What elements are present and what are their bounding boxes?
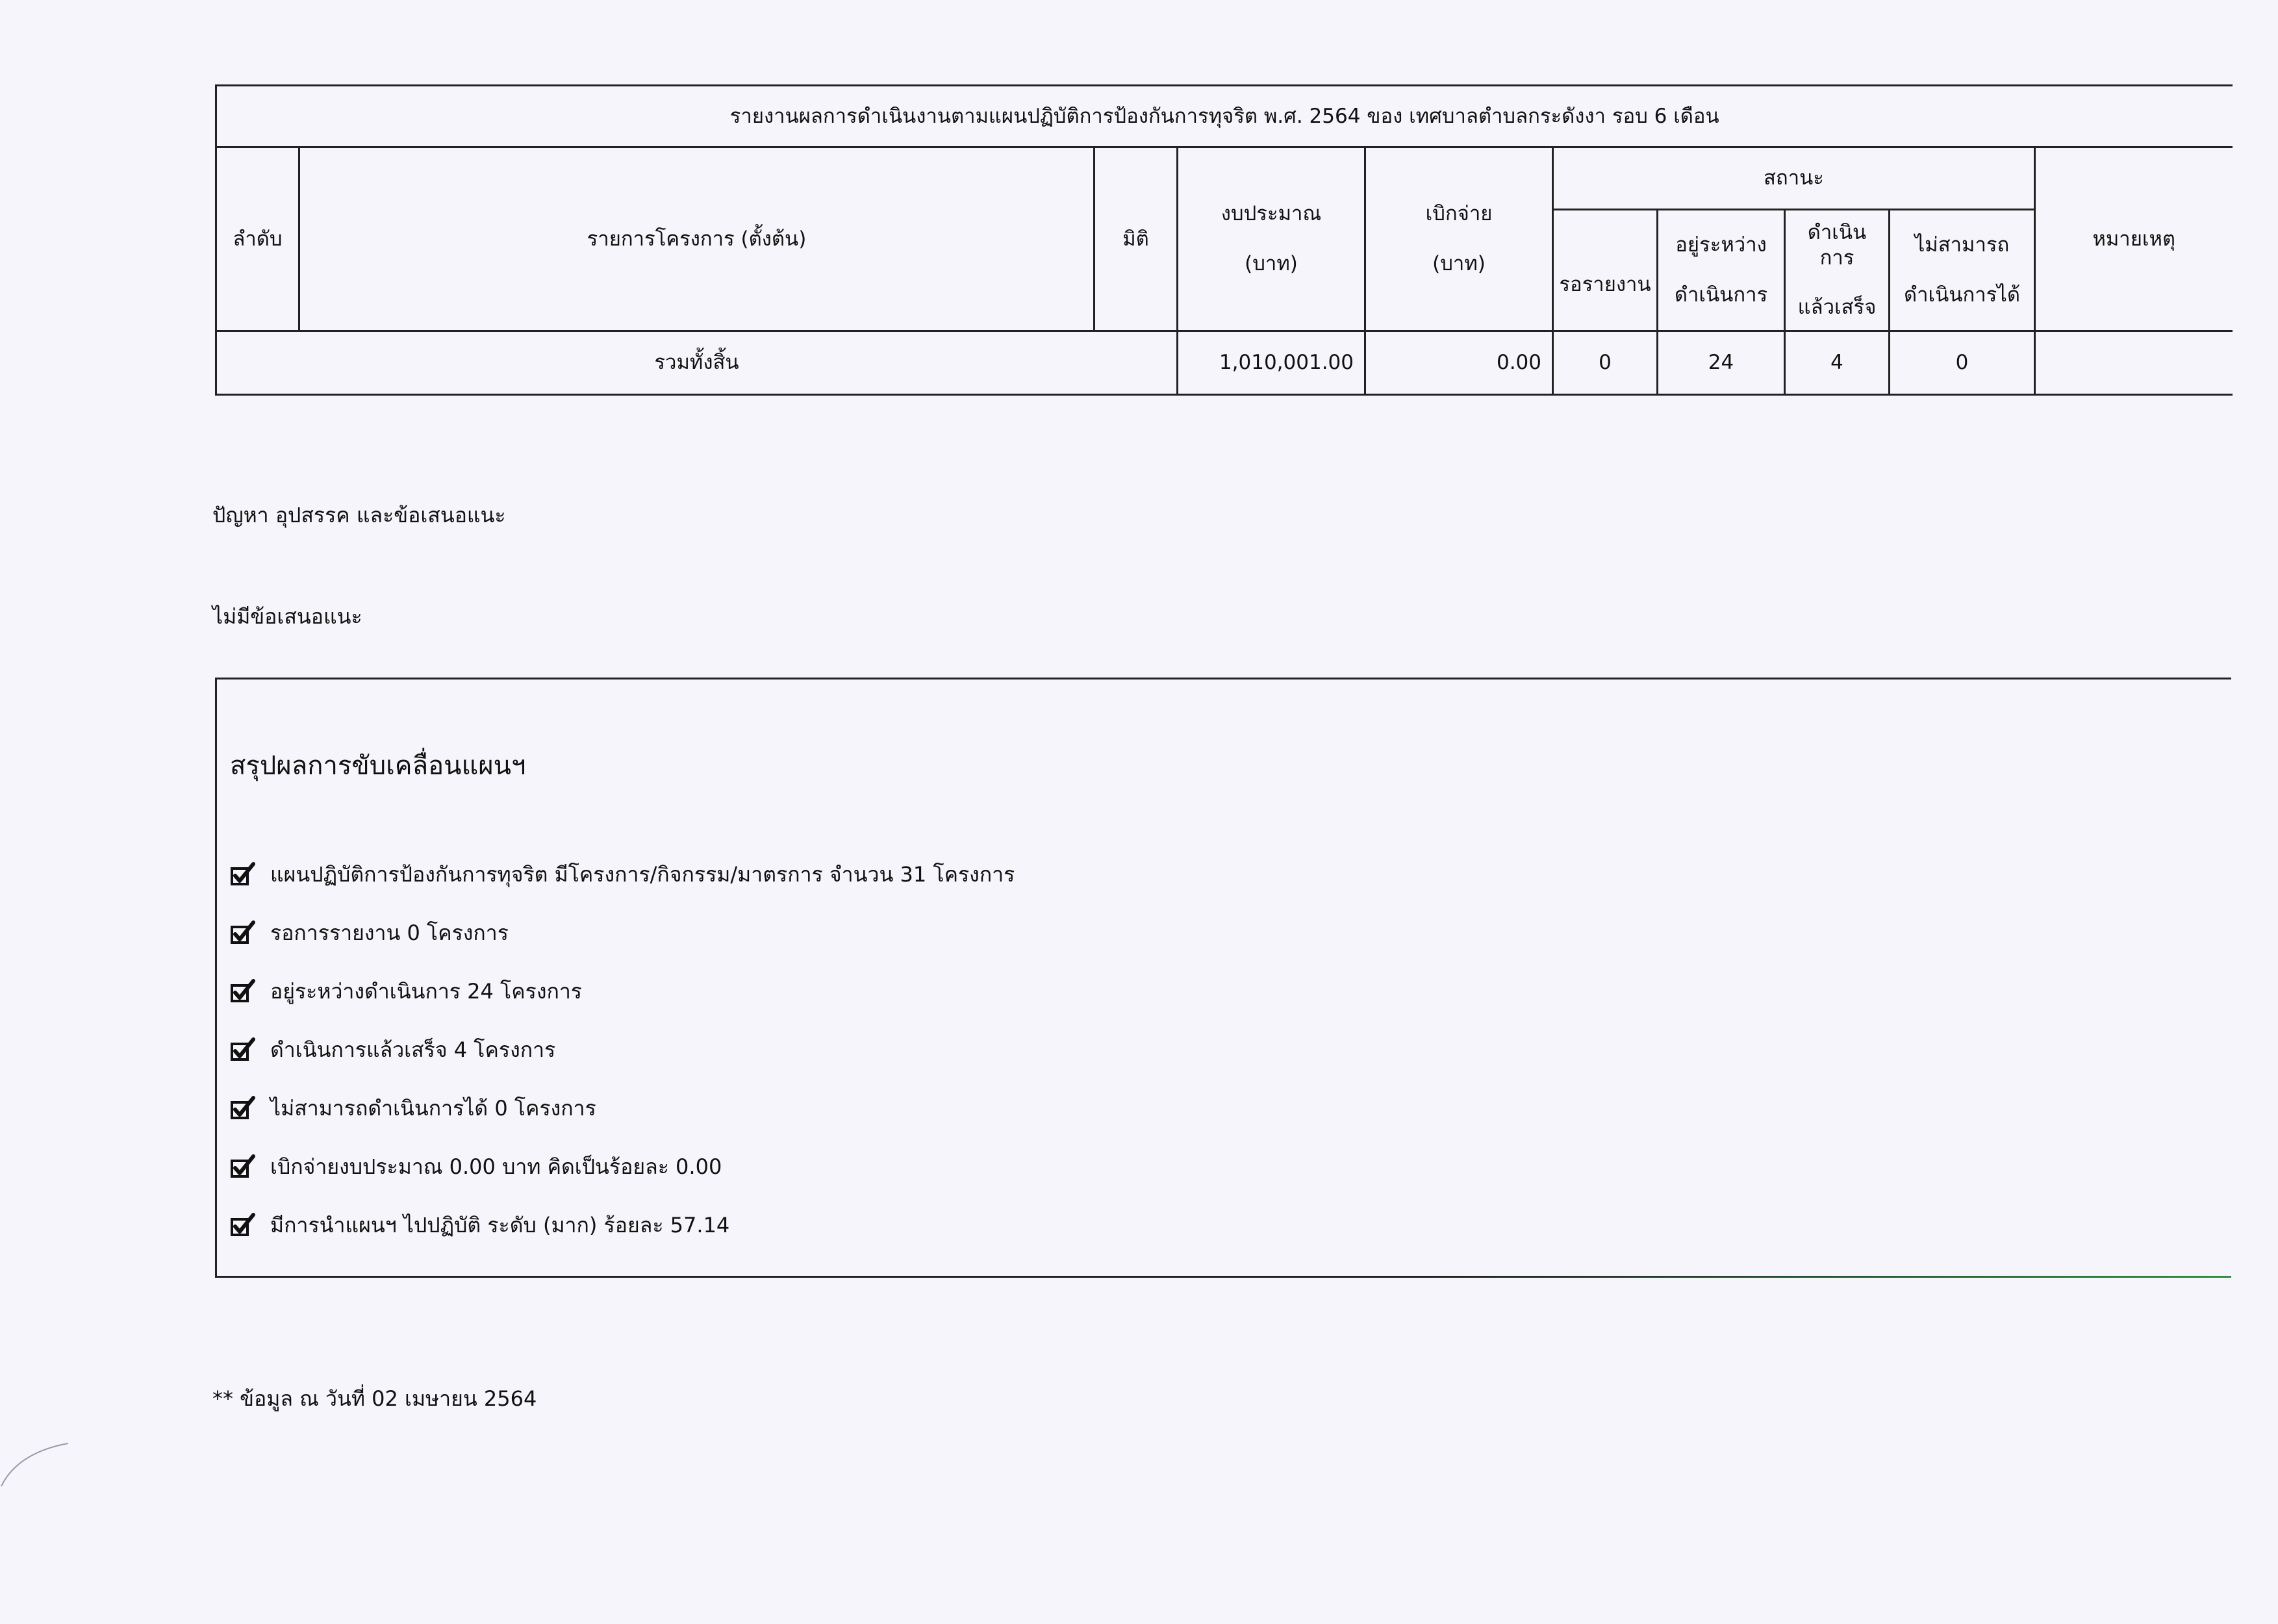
data-date-footnote: ** ข้อมูล ณ วันที่ 02 เมษายน 2564 [212, 1386, 537, 1411]
total-budget: 1,010,001.00 [1178, 331, 1365, 395]
total-done: 4 [1785, 331, 1890, 395]
report-title: รายงานผลการดำเนินงานตามแผนปฏิบัติการป้องกันการทุจริต พ.ศ. 2564 ของ เทศบาลตำบลกระดังงา รอบ 6 เดือน [216, 86, 2233, 147]
summary-item-text: ดำเนินการแล้วเสร็จ 4 โครงการ [270, 1037, 556, 1062]
header-spent [1365, 147, 1553, 331]
header-unable [1890, 210, 2035, 331]
checkbox-checked-icon [230, 1037, 256, 1063]
problems-heading: ปัญหา อุปสรรค และข้อเสนอแนะ [212, 503, 506, 527]
checkbox-checked-icon [230, 861, 256, 887]
summary-item [230, 1196, 1015, 1254]
summary-item [230, 845, 1015, 904]
header-done-line2: แล้วเสร็จ [1797, 296, 1877, 320]
summary-item [230, 904, 1015, 962]
scan-edge-mark [0, 1436, 78, 1488]
summary-item [230, 1079, 1015, 1137]
total-remark [2035, 331, 2233, 395]
header-waiting: รอรายงาน [1553, 210, 1658, 331]
checkbox-checked-icon [230, 1154, 256, 1180]
summary-item-text: รอการรายงาน 0 โครงการ [270, 920, 509, 945]
checkbox-checked-icon [230, 1095, 256, 1121]
header-unable-line2: ดำเนินการได้ [1903, 283, 2021, 307]
summary-item-text: เบิกจ่ายงบประมาณ 0.00 บาท คิดเป็นร้อยละ 0.00 [270, 1154, 722, 1179]
summary-list [230, 845, 1015, 1254]
header-status: สถานะ [1553, 147, 2035, 210]
header-in-progress [1658, 210, 1785, 331]
header-remark: หมายเหตุ [2035, 147, 2233, 331]
header-spent-label: เบิกจ่าย [1425, 202, 1493, 226]
checkbox-checked-icon [230, 978, 256, 1004]
header-budget-unit: (บาท) [1245, 252, 1298, 275]
header-dimension: มิติ [1095, 147, 1178, 331]
summary-item [230, 1137, 1015, 1196]
summary-item-text: แผนปฏิบัติการป้องกันการทุจริต มีโครงการ/กิจกรรม/มาตรการ จำนวน 31 โครงการ [270, 861, 1015, 887]
total-row [216, 331, 2233, 395]
checkbox-checked-icon [230, 1212, 256, 1238]
summary-item-text: ไม่สามารถดำเนินการได้ 0 โครงการ [270, 1095, 596, 1121]
summary-item-text: อยู่ระหว่างดำเนินการ 24 โครงการ [270, 978, 582, 1004]
total-spent: 0.00 [1365, 331, 1553, 395]
header-order: ลำดับ [216, 147, 299, 331]
summary-item-text: มีการนำแผนฯ ไปปฏิบัติ ระดับ (มาก) ร้อยละ 57.14 [270, 1212, 730, 1237]
header-budget [1178, 147, 1365, 331]
total-label: รวมทั้งสิ้น [216, 331, 1178, 395]
header-in-progress-line1: อยู่ระหว่าง [1675, 233, 1767, 257]
summary-bottom-border [217, 1276, 2231, 1278]
header-unable-line1: ไม่สามารถ [1914, 233, 2010, 257]
header-spent-unit: (บาท) [1432, 252, 1486, 275]
header-project: รายการโครงการ (ตั้งต้น) [299, 147, 1095, 331]
header-done [1785, 210, 1890, 331]
total-waiting: 0 [1553, 331, 1658, 395]
summary-item [230, 1021, 1015, 1079]
report-table [215, 84, 2233, 396]
total-in-progress: 24 [1658, 331, 1785, 395]
header-budget-label: งบประมาณ [1221, 202, 1322, 226]
summary-title: สรุปผลการขับเคลื่อนแผนฯ [230, 751, 526, 781]
header-in-progress-line2: ดำเนินการ [1674, 283, 1768, 307]
header-done-line1: ดำเนินการ [1807, 220, 1867, 270]
checkbox-checked-icon [230, 920, 256, 946]
summary-item [230, 962, 1015, 1021]
summary-box [215, 678, 2231, 1278]
total-unable: 0 [1890, 331, 2035, 395]
problems-text: ไม่มีข้อเสนอแนะ [212, 604, 362, 629]
